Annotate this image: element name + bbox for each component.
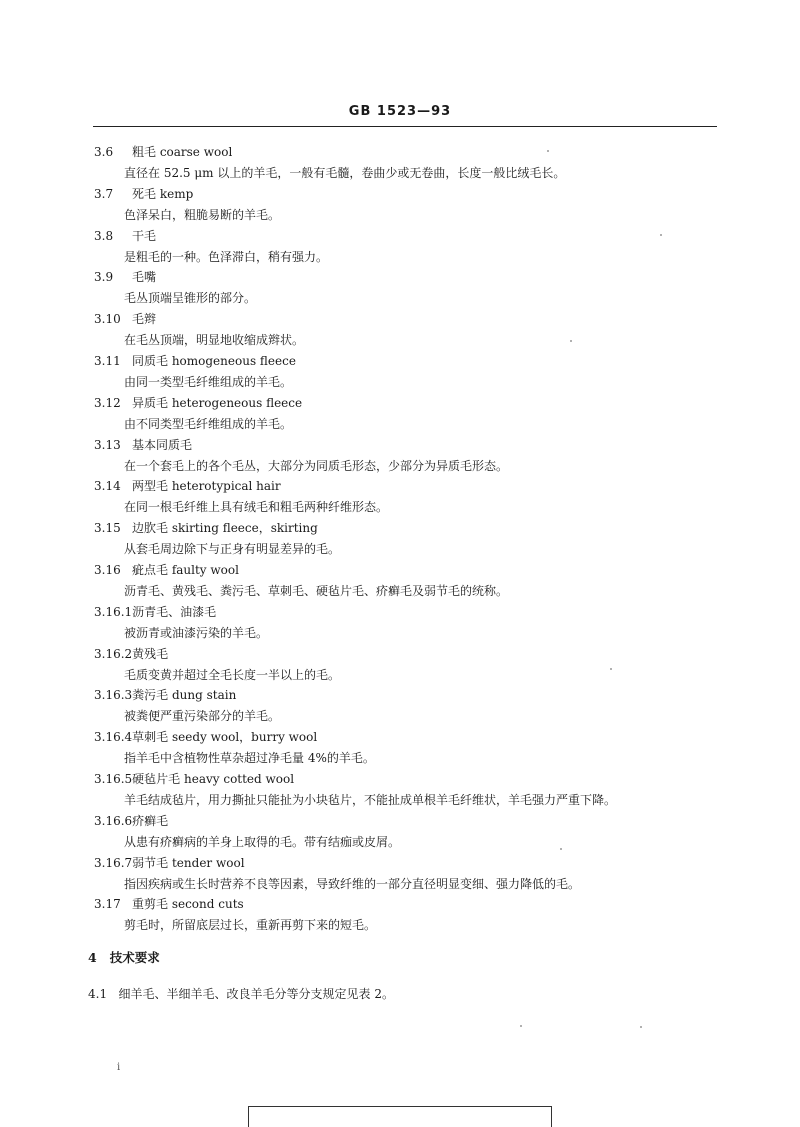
term-definition: 是粗毛的一种。色泽滞白，稍有强力。 <box>124 249 329 264</box>
term-label: 疥癣毛 <box>132 813 169 828</box>
scan-speck <box>560 848 562 850</box>
term-heading <box>94 771 294 787</box>
term-number: 3.16.4 <box>94 730 133 745</box>
term-label: 硬毡片毛 heavy cotted wool <box>132 772 295 786</box>
term-label: 草刺毛 seedy wool，burry wool <box>132 730 318 745</box>
term-number: 3.16.2 <box>94 646 133 661</box>
term-number: 3.15 <box>94 521 121 536</box>
term-label: 弱节毛 tender wool <box>132 855 245 870</box>
term-heading <box>94 478 281 494</box>
term-label: 毛嘴 <box>132 270 157 285</box>
term-number: 3.7 <box>94 186 114 201</box>
term-heading <box>94 144 232 160</box>
term-label: 重剪毛 second cuts <box>132 897 244 912</box>
scan-speck <box>570 340 572 342</box>
term-definition: 从患有疥癣病的羊身上取得的毛。带有结痂或皮屑。 <box>124 834 401 849</box>
term-heading <box>94 228 156 244</box>
scan-speck <box>520 1025 522 1027</box>
clause-number: 4.1 <box>88 987 108 1001</box>
term-label: 异质毛 heterogeneous fleece <box>132 395 303 410</box>
term-number: 3.16.5 <box>94 772 133 786</box>
term-number: 3.16.7 <box>94 855 133 870</box>
scan-speck <box>610 668 612 670</box>
term-number: 3.12 <box>94 395 121 410</box>
term-label: 基本同质毛 <box>132 437 193 452</box>
term-heading <box>94 604 216 620</box>
term-heading <box>94 269 156 285</box>
section-title: 技术要求 <box>109 950 160 965</box>
term-definition: 直径在 52.5 μm 以上的羊毛，一般有毛髓，卷曲少或无卷曲，长度一般比绒毛长。 <box>124 165 566 180</box>
term-heading <box>94 437 192 453</box>
term-number: 3.10 <box>94 312 121 327</box>
term-heading <box>94 896 244 912</box>
bottom-frame <box>248 1106 552 1127</box>
term-heading <box>94 311 156 327</box>
page-mark: i <box>117 1062 121 1073</box>
term-number: 3.16 <box>94 563 121 577</box>
term-label: 两型毛 heterotypical hair <box>132 479 281 494</box>
term-heading <box>94 353 296 369</box>
term-definition: 由同一类型毛纤维组成的羊毛。 <box>124 374 293 389</box>
term-definition: 在一个套毛上的各个毛丛，大部分为同质毛形态，少部分为异质毛形态。 <box>124 458 509 473</box>
term-definition: 指羊毛中含植物性草杂超过净毛量 4%的羊毛。 <box>124 751 375 766</box>
section-4-heading <box>88 950 160 966</box>
term-label: 死毛 kemp <box>132 186 194 201</box>
term-heading <box>94 729 317 745</box>
standard-header: GB 1523—93 <box>348 104 452 119</box>
term-number: 3.9 <box>94 270 114 285</box>
term-definition: 被粪便严重污染部分的羊毛。 <box>124 709 281 724</box>
term-number: 3.16.3 <box>94 688 133 703</box>
term-label: 边肷毛 skirting fleece，skirting <box>132 521 318 536</box>
term-number: 3.17 <box>94 897 121 912</box>
term-number: 3.16.1 <box>94 604 133 619</box>
clause-text: 细羊毛、半细羊毛、改良羊毛分等分支规定见表 2。 <box>118 987 394 1001</box>
scan-speck <box>640 1026 642 1028</box>
term-definition: 沥青毛、黄残毛、粪污毛、草刺毛、硬毡片毛、疥癣毛及弱节毛的统称。 <box>124 583 509 598</box>
term-definition: 剪毛时，所留底层过长，重新再剪下来的短毛。 <box>124 918 377 933</box>
term-number: 3.16.6 <box>94 813 133 828</box>
term-definition: 毛质变黄并超过全毛长度一半以上的毛。 <box>124 667 341 682</box>
term-label: 毛辫 <box>132 312 157 327</box>
term-definition: 指因疾病或生长时营养不良等因素，导致纤维的一部分直径明显变细、强力降低的毛。 <box>124 876 581 891</box>
term-heading <box>94 687 236 703</box>
term-heading <box>94 813 168 829</box>
term-definition: 在毛丛顶端，明显地收缩成辫状。 <box>124 333 305 348</box>
term-definition: 在同一根毛纤维上具有绒毛和粗毛两种纤维形态。 <box>124 500 389 515</box>
term-number: 3.8 <box>94 228 114 243</box>
term-definition: 羊毛结成毡片，用力撕扯只能扯为小块毡片，不能扯成单根羊毛纤维状，羊毛强力严重下降。 <box>124 792 617 807</box>
scan-speck <box>547 150 549 152</box>
term-heading <box>94 520 318 536</box>
header-rule <box>93 126 717 127</box>
term-definition: 被沥青或油漆污染的羊毛。 <box>124 625 269 640</box>
section-number: 4 <box>88 950 97 965</box>
term-definition: 由不同类型毛纤维组成的羊毛。 <box>124 416 293 431</box>
term-label: 黄残毛 <box>132 646 169 661</box>
scan-speck <box>660 234 662 236</box>
term-number: 3.11 <box>94 354 121 368</box>
term-label: 粗毛 coarse wool <box>132 145 233 159</box>
term-heading <box>94 855 245 871</box>
term-label: 同质毛 homogeneous fleece <box>132 354 296 368</box>
term-label: 干毛 <box>132 228 157 243</box>
term-number: 3.14 <box>94 479 121 494</box>
term-label: 粪污毛 dung stain <box>132 688 237 703</box>
term-definition: 色泽呆白，粗脆易断的羊毛。 <box>124 207 281 222</box>
term-label: 疵点毛 faulty wool <box>132 563 239 577</box>
clause-4-1 <box>88 986 394 1002</box>
term-heading <box>94 395 302 411</box>
term-label: 沥青毛、油漆毛 <box>132 604 217 619</box>
term-heading <box>94 646 168 662</box>
term-heading <box>94 186 193 202</box>
term-heading <box>94 562 239 578</box>
term-number: 3.6 <box>94 145 114 159</box>
term-definition: 从套毛周边除下与正身有明显差异的毛。 <box>124 542 341 557</box>
term-number: 3.13 <box>94 437 121 452</box>
term-definition: 毛丛顶端呈锥形的部分。 <box>124 291 257 306</box>
